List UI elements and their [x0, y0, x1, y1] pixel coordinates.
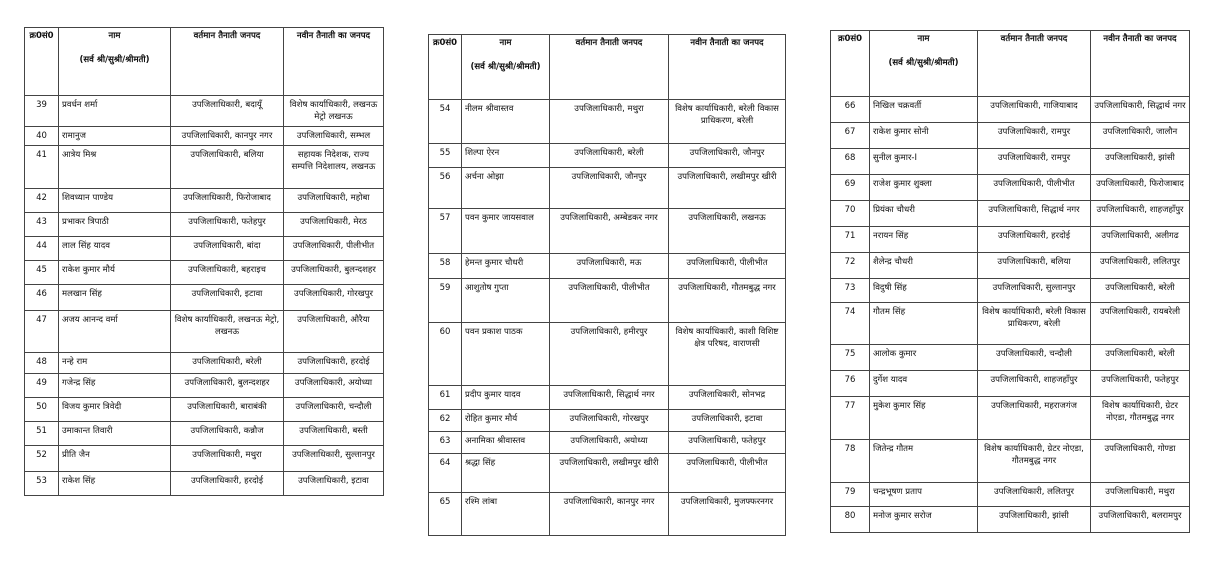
cell-new-posting: उपजिलाधिकारी, मुजफ्फरनगर — [669, 493, 786, 536]
cell-new-posting: उपजिलाधिकारी, बस्ती — [284, 422, 384, 446]
table-row — [429, 168, 786, 209]
cell-serial-number: 46 — [25, 285, 59, 311]
cell-officer-name: नन्हे राम — [59, 353, 171, 374]
col-header-name — [59, 28, 171, 96]
cell-officer-name: अर्चना ओझा — [462, 168, 550, 209]
cell-current-posting: उपजिलाधिकारी, कानपुर नगर — [550, 493, 669, 536]
cell-officer-name: रामानुज — [59, 127, 171, 146]
cell-serial-number: 48 — [25, 353, 59, 374]
cell-new-posting: सहायक निदेशक, राज्य सम्पत्ति निदेशालय, लखनऊ — [284, 146, 384, 189]
cell-officer-name: पवन प्रकाश पाठक — [462, 323, 550, 386]
table-row — [429, 432, 786, 454]
cell-new-posting: उपजिलाधिकारी, इटावा — [284, 472, 384, 496]
cell-current-posting: उपजिलाधिकारी, बहराइच — [171, 261, 284, 285]
cell-current-posting: उपजिलाधिकारी, फतेहपुर — [171, 213, 284, 237]
cell-new-posting: उपजिलाधिकारी, सोनभद्र — [669, 386, 786, 410]
cell-current-posting: उपजिलाधिकारी, हरदोई — [171, 472, 284, 496]
cell-serial-number: 69 — [831, 175, 870, 201]
cell-new-posting: उपजिलाधिकारी, बरेली — [1091, 279, 1190, 303]
cell-officer-name: राकेश कुमार मौर्य — [59, 261, 171, 285]
cell-current-posting: उपजिलाधिकारी, रामपुर — [978, 123, 1091, 149]
cell-serial-number: 60 — [429, 323, 462, 386]
table-row — [429, 454, 786, 493]
cell-current-posting: उपजिलाधिकारी, अयोध्या — [550, 432, 669, 454]
cell-officer-name: प्रभाकर त्रिपाठी — [59, 213, 171, 237]
cell-current-posting: उपजिलाधिकारी, कानपुर नगर — [171, 127, 284, 146]
table-row — [831, 253, 1190, 279]
cell-current-posting: विशेष कार्याधिकारी, लखनऊ मेट्रो, लखनऊ — [171, 311, 284, 353]
col-header-sr: क्र0सं0 — [429, 35, 462, 100]
cell-current-posting: उपजिलाधिकारी, इटावा — [171, 285, 284, 311]
cell-current-posting: उपजिलाधिकारी, लखीमपुर खीरी — [550, 454, 669, 493]
cell-new-posting: उपजिलाधिकारी, ललितपुर — [1091, 253, 1190, 279]
cell-officer-name: रश्मि लांबा — [462, 493, 550, 536]
cell-new-posting: विशेष कार्याधिकारी, लखनऊ मेट्रो लखनऊ — [284, 96, 384, 127]
cell-officer-name: दुर्गेश यादव — [870, 371, 978, 397]
cell-new-posting: उपजिलाधिकारी, लखनऊ — [669, 209, 786, 254]
cell-serial-number: 44 — [25, 237, 59, 261]
cell-serial-number: 58 — [429, 254, 462, 279]
cell-serial-number: 73 — [831, 279, 870, 303]
cell-officer-name: आलोक कुमार — [870, 345, 978, 371]
cell-officer-name: उमाकान्त तिवारी — [59, 422, 171, 446]
cell-current-posting: उपजिलाधिकारी, बांदा — [171, 237, 284, 261]
cell-current-posting: उपजिलाधिकारी, मऊ — [550, 254, 669, 279]
cell-serial-number: 54 — [429, 100, 462, 144]
cell-officer-name: जितेन्द्र गौतम — [870, 440, 978, 483]
cell-current-posting: उपजिलाधिकारी, झांसी — [978, 507, 1091, 533]
cell-new-posting: उपजिलाधिकारी, बलरामपुर — [1091, 507, 1190, 533]
table-row — [25, 285, 384, 311]
cell-new-posting: उपजिलाधिकारी, इटावा — [669, 410, 786, 432]
cell-officer-name: शिवध्यान पाण्डेय — [59, 189, 171, 213]
table-row — [831, 397, 1190, 440]
cell-officer-name: राकेश कुमार सोनी — [870, 123, 978, 149]
cell-officer-name: निखिल चक्रवर्ती — [870, 97, 978, 123]
cell-serial-number: 55 — [429, 144, 462, 168]
cell-officer-name: पवन कुमार जायसवाल — [462, 209, 550, 254]
cell-current-posting: उपजिलाधिकारी, गाजियाबाद — [978, 97, 1091, 123]
cell-serial-number: 65 — [429, 493, 462, 536]
cell-current-posting: उपजिलाधिकारी, महराजगंज — [978, 397, 1091, 440]
cell-current-posting: उपजिलाधिकारी, शाहजहाँपुर — [978, 371, 1091, 397]
cell-officer-name: आत्रेय मिश्र — [59, 146, 171, 189]
cell-current-posting: उपजिलाधिकारी, बुलन्दशहर — [171, 374, 284, 398]
cell-current-posting: उपजिलाधिकारी, बरेली — [550, 144, 669, 168]
cell-serial-number: 49 — [25, 374, 59, 398]
table-row — [429, 493, 786, 536]
cell-current-posting: उपजिलाधिकारी, सुल्तानपुर — [978, 279, 1091, 303]
cell-serial-number: 67 — [831, 123, 870, 149]
cell-serial-number: 64 — [429, 454, 462, 493]
cell-serial-number: 42 — [25, 189, 59, 213]
cell-new-posting: उपजिलाधिकारी, मेरठ — [284, 213, 384, 237]
cell-new-posting: उपजिलाधिकारी, पीलीभीत — [669, 254, 786, 279]
cell-current-posting: उपजिलाधिकारी, सिद्धार्थ नगर — [978, 201, 1091, 227]
cell-officer-name: मलखान सिंह — [59, 285, 171, 311]
cell-serial-number: 79 — [831, 483, 870, 507]
cell-new-posting: उपजिलाधिकारी, लखीमपुर खीरी — [669, 168, 786, 209]
table-row — [831, 175, 1190, 201]
table-row — [429, 386, 786, 410]
cell-new-posting: उपजिलाधिकारी, सम्भल — [284, 127, 384, 146]
cell-current-posting: उपजिलाधिकारी, जौनपुर — [550, 168, 669, 209]
table-row — [831, 483, 1190, 507]
cell-new-posting: विशेष कार्याधिकारी, बरेली विकास प्राधिकरण, बरेली — [669, 100, 786, 144]
table-row — [429, 100, 786, 144]
table-row — [831, 440, 1190, 483]
cell-current-posting: उपजिलाधिकारी, रामपुर — [978, 149, 1091, 175]
cell-serial-number: 74 — [831, 303, 870, 345]
cell-officer-name: शिल्पा ऐरन — [462, 144, 550, 168]
cell-serial-number: 59 — [429, 279, 462, 323]
cell-current-posting: उपजिलाधिकारी, कन्नौज — [171, 422, 284, 446]
cell-serial-number: 63 — [429, 432, 462, 454]
cell-new-posting: उपजिलाधिकारी, बरेली — [1091, 345, 1190, 371]
table-row — [831, 371, 1190, 397]
table-row — [25, 189, 384, 213]
col-header-new: नवीन तैनाती का जनपद — [669, 35, 786, 100]
cell-serial-number: 50 — [25, 398, 59, 422]
table-row — [25, 127, 384, 146]
cell-officer-name: गौतम सिंह — [870, 303, 978, 345]
table-row — [429, 410, 786, 432]
cell-officer-name: मनोज कुमार सरोज — [870, 507, 978, 533]
col-header-name-label: नाम — [499, 38, 512, 48]
table-row — [831, 507, 1190, 533]
cell-officer-name: प्रवर्धन शर्मा — [59, 96, 171, 127]
table-row — [831, 149, 1190, 175]
cell-current-posting: उपजिलाधिकारी, हरदोई — [978, 227, 1091, 253]
cell-new-posting: उपजिलाधिकारी, बुलन्दशहर — [284, 261, 384, 285]
cell-current-posting: उपजिलाधिकारी, मथुरा — [171, 446, 284, 472]
cell-serial-number: 39 — [25, 96, 59, 127]
table-row — [831, 227, 1190, 253]
cell-new-posting: उपजिलाधिकारी, महोबा — [284, 189, 384, 213]
cell-serial-number: 75 — [831, 345, 870, 371]
cell-officer-name: विदुषी सिंह — [870, 279, 978, 303]
cell-officer-name: राजेश कुमार शुक्ला — [870, 175, 978, 201]
table-row — [25, 213, 384, 237]
cell-officer-name: सुनील कुमार-I — [870, 149, 978, 175]
cell-new-posting: उपजिलाधिकारी, अलीगढ — [1091, 227, 1190, 253]
cell-new-posting: उपजिलाधिकारी, गोरखपुर — [284, 285, 384, 311]
cell-new-posting: उपजिलाधिकारी, अयोध्या — [284, 374, 384, 398]
cell-serial-number: 62 — [429, 410, 462, 432]
table-row — [25, 311, 384, 353]
cell-new-posting: विशेष कार्याधिकारी, काशी विशिष्ट क्षेत्र परिषद, वाराणसी — [669, 323, 786, 386]
cell-serial-number: 78 — [831, 440, 870, 483]
table-header-row — [429, 35, 786, 100]
table-row — [25, 353, 384, 374]
col-header-name-sub: (सर्व श्री/सुश्री/श्रीमती) — [79, 55, 150, 65]
cell-officer-name: गजेन्द्र सिंह — [59, 374, 171, 398]
cell-current-posting: विशेष कार्याधिकारी, बरेली विकास प्राधिकरण, बरेली — [978, 303, 1091, 345]
table-row — [429, 254, 786, 279]
col-header-name — [870, 31, 978, 97]
col-header-name-sub: (सर्व श्री/सुश्री/श्रीमती) — [470, 62, 541, 72]
table-row — [25, 422, 384, 446]
cell-new-posting: उपजिलाधिकारी, गोण्डा — [1091, 440, 1190, 483]
cell-current-posting: उपजिलाधिकारी, मथुरा — [550, 100, 669, 144]
cell-serial-number: 45 — [25, 261, 59, 285]
cell-officer-name: मुकेश कुमार सिंह — [870, 397, 978, 440]
col-header-name — [462, 35, 550, 100]
table-row — [25, 96, 384, 127]
table-row — [25, 237, 384, 261]
col-header-current: वर्तमान तैनाती जनपद — [550, 35, 669, 100]
cell-officer-name: प्रियंका चौधरी — [870, 201, 978, 227]
cell-officer-name: श्रद्धा सिंह — [462, 454, 550, 493]
cell-new-posting: उपजिलाधिकारी, चन्दौली — [284, 398, 384, 422]
cell-new-posting: उपजिलाधिकारी, सिद्धार्थ नगर — [1091, 97, 1190, 123]
cell-new-posting: उपजिलाधिकारी, फतेहपुर — [1091, 371, 1190, 397]
table-row — [25, 472, 384, 496]
cell-serial-number: 52 — [25, 446, 59, 472]
cell-serial-number: 71 — [831, 227, 870, 253]
col-header-name-label: नाम — [108, 31, 121, 41]
col-header-name-sub: (सर्व श्री/सुश्री/श्रीमती) — [888, 58, 959, 68]
col-header-sr: क्र0सं0 — [25, 28, 59, 96]
table-row — [25, 261, 384, 285]
cell-officer-name: चन्द्रभूषण प्रताप — [870, 483, 978, 507]
cell-current-posting: उपजिलाधिकारी, बलिया — [171, 146, 284, 189]
cell-current-posting: उपजिलाधिकारी, ललितपुर — [978, 483, 1091, 507]
cell-serial-number: 41 — [25, 146, 59, 189]
table-row — [831, 303, 1190, 345]
table-row — [429, 279, 786, 323]
cell-new-posting: उपजिलाधिकारी, मथुरा — [1091, 483, 1190, 507]
transfer-table-1 — [24, 27, 384, 496]
cell-officer-name: आशुतोष गुप्ता — [462, 279, 550, 323]
cell-officer-name: अजय आनन्द वर्मा — [59, 311, 171, 353]
cell-serial-number: 80 — [831, 507, 870, 533]
cell-new-posting: उपजिलाधिकारी, झांसी — [1091, 149, 1190, 175]
cell-serial-number: 70 — [831, 201, 870, 227]
cell-officer-name: हेमन्त कुमार चौधरी — [462, 254, 550, 279]
col-header-name-label: नाम — [917, 34, 930, 44]
cell-new-posting: उपजिलाधिकारी, सुल्तानपुर — [284, 446, 384, 472]
cell-new-posting: विशेष कार्याधिकारी, ग्रेटर नोएडा, गौतमबुद्ध नगर — [1091, 397, 1190, 440]
table-row — [429, 323, 786, 386]
cell-serial-number: 66 — [831, 97, 870, 123]
cell-serial-number: 51 — [25, 422, 59, 446]
cell-officer-name: विजय कुमार त्रिवेदी — [59, 398, 171, 422]
cell-serial-number: 47 — [25, 311, 59, 353]
cell-officer-name: लाल सिंह यादव — [59, 237, 171, 261]
col-header-current: वर्तमान तैनाती जनपद — [171, 28, 284, 96]
cell-new-posting: उपजिलाधिकारी, फिरोजाबाद — [1091, 175, 1190, 201]
cell-current-posting: उपजिलाधिकारी, गोरखपुर — [550, 410, 669, 432]
cell-current-posting: उपजिलाधिकारी, बलिया — [978, 253, 1091, 279]
col-header-current: वर्तमान तैनाती जनपद — [978, 31, 1091, 97]
cell-new-posting: उपजिलाधिकारी, जालौन — [1091, 123, 1190, 149]
cell-new-posting: उपजिलाधिकारी, जौनपुर — [669, 144, 786, 168]
cell-serial-number: 68 — [831, 149, 870, 175]
cell-serial-number: 76 — [831, 371, 870, 397]
table-row — [831, 201, 1190, 227]
cell-new-posting: उपजिलाधिकारी, रायबरेली — [1091, 303, 1190, 345]
cell-serial-number: 53 — [25, 472, 59, 496]
cell-officer-name: प्रदीप कुमार यादव — [462, 386, 550, 410]
cell-current-posting: उपजिलाधिकारी, हमीरपुर — [550, 323, 669, 386]
cell-serial-number: 43 — [25, 213, 59, 237]
table-row — [831, 97, 1190, 123]
table-row — [429, 144, 786, 168]
transfer-table-3 — [830, 30, 1190, 533]
cell-serial-number: 72 — [831, 253, 870, 279]
col-header-new: नवीन तैनाती का जनपद — [284, 28, 384, 96]
cell-serial-number: 40 — [25, 127, 59, 146]
cell-current-posting: उपजिलाधिकारी, सिद्धार्थ नगर — [550, 386, 669, 410]
cell-current-posting: उपजिलाधिकारी, पीलीभीत — [550, 279, 669, 323]
cell-officer-name: नरायन सिंह — [870, 227, 978, 253]
cell-officer-name: शैलेन्द्र चौधरी — [870, 253, 978, 279]
cell-current-posting: उपजिलाधिकारी, बरेली — [171, 353, 284, 374]
table-row — [831, 345, 1190, 371]
cell-current-posting: उपजिलाधिकारी, फिरोजाबाद — [171, 189, 284, 213]
cell-new-posting: उपजिलाधिकारी, पीलीभीत — [284, 237, 384, 261]
cell-current-posting: उपजिलाधिकारी, बदायूँ — [171, 96, 284, 127]
cell-serial-number: 61 — [429, 386, 462, 410]
col-header-new: नवीन तैनाती का जनपद — [1091, 31, 1190, 97]
cell-current-posting: उपजिलाधिकारी, चन्दौली — [978, 345, 1091, 371]
cell-new-posting: उपजिलाधिकारी, शाहजहाँपुर — [1091, 201, 1190, 227]
cell-current-posting: उपजिलाधिकारी, अम्बेडकर नगर — [550, 209, 669, 254]
cell-new-posting: उपजिलाधिकारी, गौतमबुद्ध नगर — [669, 279, 786, 323]
table-row — [25, 146, 384, 189]
table-row — [429, 209, 786, 254]
table-row — [25, 374, 384, 398]
cell-current-posting: विशेष कार्याधिकारी, ग्रेटर नोएडा, गौतमबुद्ध नगर — [978, 440, 1091, 483]
table-row — [831, 279, 1190, 303]
cell-new-posting: उपजिलाधिकारी, हरदोई — [284, 353, 384, 374]
table-header-row — [25, 28, 384, 96]
cell-serial-number: 77 — [831, 397, 870, 440]
transfer-table-2 — [428, 34, 786, 536]
table-row — [25, 446, 384, 472]
table-row — [831, 123, 1190, 149]
cell-officer-name: अनामिका श्रीवास्तव — [462, 432, 550, 454]
cell-serial-number: 56 — [429, 168, 462, 209]
cell-current-posting: उपजिलाधिकारी, पीलीभीत — [978, 175, 1091, 201]
cell-officer-name: नीलम श्रीवास्तव — [462, 100, 550, 144]
table-header-row — [831, 31, 1190, 97]
cell-officer-name: प्रीति जैन — [59, 446, 171, 472]
cell-new-posting: उपजिलाधिकारी, फतेहपुर — [669, 432, 786, 454]
cell-officer-name: राकेश सिंह — [59, 472, 171, 496]
cell-new-posting: उपजिलाधिकारी, औरैया — [284, 311, 384, 353]
cell-new-posting: उपजिलाधिकारी, पीलीभीत — [669, 454, 786, 493]
col-header-sr: क्र0सं0 — [831, 31, 870, 97]
cell-officer-name: रोहित कुमार मौर्य — [462, 410, 550, 432]
table-row — [25, 398, 384, 422]
cell-current-posting: उपजिलाधिकारी, बाराबंकी — [171, 398, 284, 422]
cell-serial-number: 57 — [429, 209, 462, 254]
